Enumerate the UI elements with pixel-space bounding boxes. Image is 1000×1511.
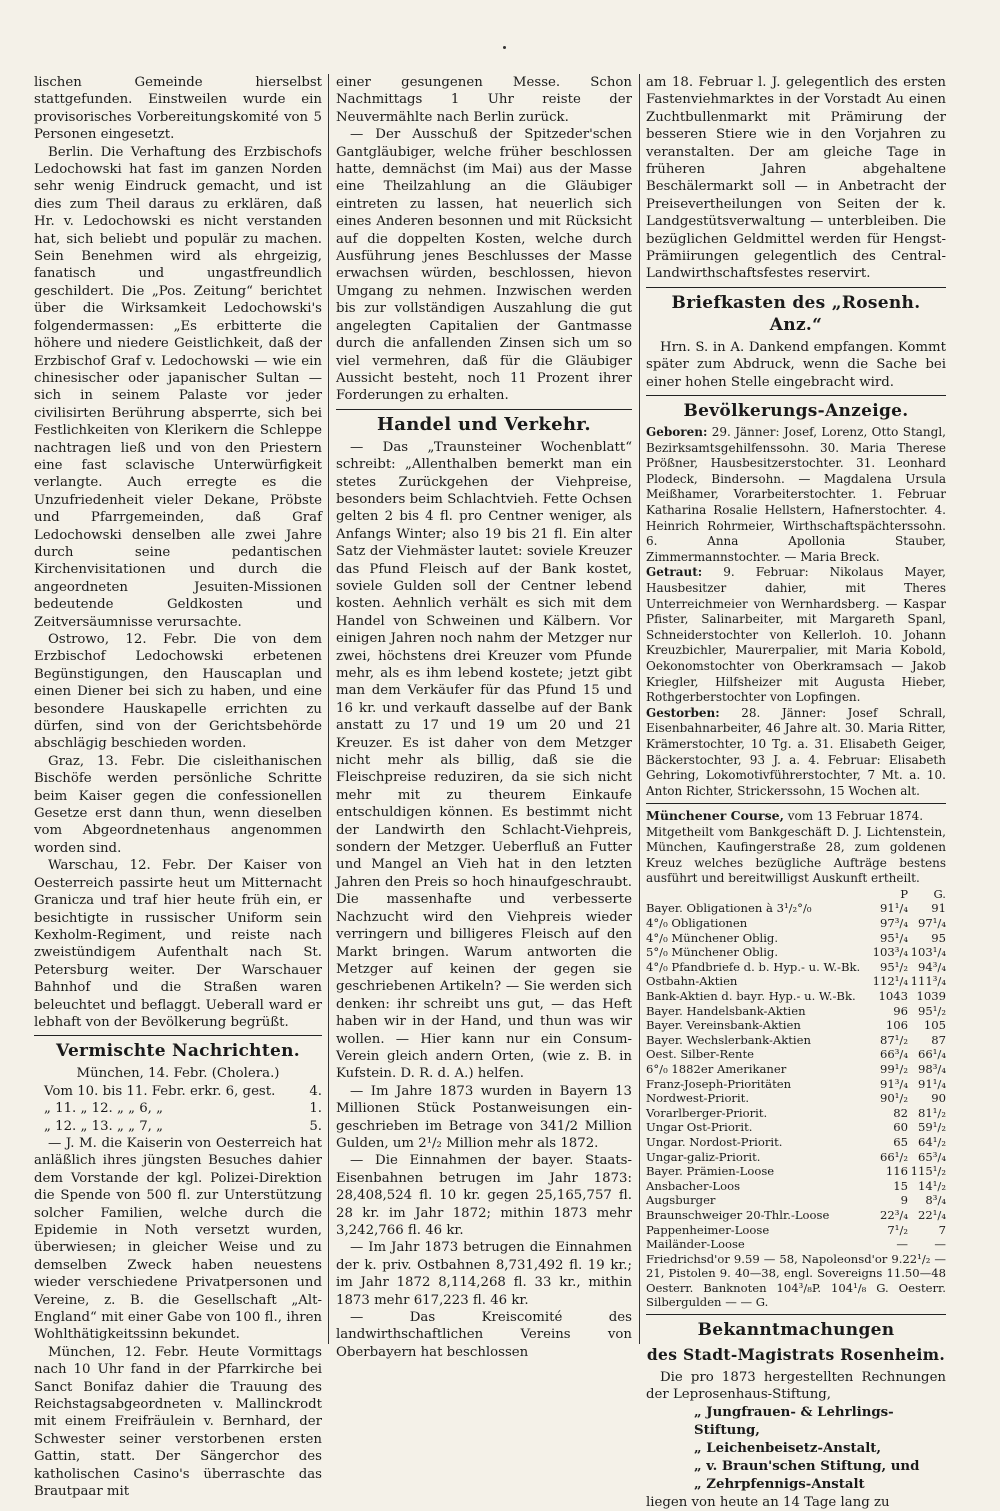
stock-row: [646, 931, 946, 946]
stock-row: [646, 989, 946, 1004]
stock-geld-price: 8³/₄: [925, 1193, 946, 1208]
stock-geld-price: 81¹/₂: [918, 1105, 946, 1120]
births-text: 29. Jänner: Josef, Lorenz, Otto Stangl, Bezirksamtsgehilfenssohn. 30. Maria Therese Prößner, Hausbesitzerstochter. 31. Leonhard Plodeck, Bindersohn. — Magdalena Ursula Meißhamer, Vorarbeiterstochter. 1. Februar Katharina Rosalie Hellstern, Hafnerstochter. 4. Heinrich Rohrmeier, Wirthschaftspächterssohn. 6. Anna Apollonia Stauber, Zimmermannstochter. — Maria Breck.: [646, 425, 946, 564]
stock-name: Bayer. Vereinsbank-Aktien: [646, 1018, 801, 1033]
stock-geld-price: 111³/₄: [910, 974, 946, 989]
stock-name: Ungar-galiz-Priorit.: [646, 1149, 761, 1164]
stock-name: Bayer. Handelsbank-Aktien: [646, 1003, 806, 1018]
stock-geld-price: 59¹/₂: [918, 1120, 946, 1135]
stock-paper-price: 60: [893, 1120, 908, 1135]
stock-paper-price: 22³/₄: [880, 1207, 908, 1222]
briefkasten-note: Hrn. S. in A. Dankend empfangen. Kommt später zum Abdruck, wenn die Sache bei einer hohen Stelle eingebracht wird.: [646, 339, 946, 390]
stock-paper-price: 116: [885, 1164, 908, 1179]
stock-col-geld: G.: [933, 886, 946, 901]
stock-paper-price: 99¹/₂: [880, 1061, 908, 1076]
stock-name: Ungar Ost-Priorit.: [646, 1120, 753, 1135]
stock-paper-price: 15: [893, 1178, 908, 1193]
deaths-text: 28. Jänner: Josef Schrall, Eisenbahnarbeiter, 46 Jahre alt. 30. Maria Ritter, Krämerstochter, 10 Tg. a. 31. Elisabeth Geiger, Bäckerstochter, 93 J. a. 4. Februar: Elisabeth Gehring, Lokomotivführerstochter, 7 Mt. a. 10. Anton Richter, Strickerssohn, 15 Wochen alt.: [646, 705, 946, 798]
stock-geld-price: 7: [938, 1222, 946, 1237]
cholera-row-label: „ 12. „ 13. „ „ 7, „: [44, 1118, 164, 1134]
stock-row: [646, 1018, 946, 1033]
article-messe: einer gesungenen Messe. Schon Nachmittags 1 Uhr reiste der Neuvermählte nach Berlin zurück.: [336, 75, 632, 125]
stock-paper-price: 95¹/₄: [880, 930, 908, 945]
heading-bekanntmachungen: Bekanntmachungen: [697, 1320, 895, 1341]
cholera-row: [34, 1083, 322, 1100]
stock-geld-price: 97¹/₄: [918, 916, 946, 931]
stock-name: Ostbahn-Aktien: [646, 974, 738, 989]
stock-row: [646, 1120, 946, 1135]
stock-row: [646, 1179, 946, 1194]
stock-geld-price: 66¹/₄: [918, 1047, 946, 1062]
article-kaiserin: — J. M. die Kaiserin von Oesterreich hat anläßlich ihres jüngsten Besuches dahier dem Vorstande der kgl. Polizei-Direktion die Spende von 500 fl. zur Unterstützung solcher Familien, welche durch die Epidemie in Noth versetzt wurden, überwiesen; in gleicher Weise und zu demselben Zweck haben neuestens wieder verschiedene Privatpersonen und Vereine, z. B. die Gesellschaft „Alt-England“ mit einer Gabe von 100 fl., ihren Wohlthätigkeitssinn bekundet.: [34, 1135, 322, 1343]
stock-name: 5°/₀ Münchener Oblig.: [646, 945, 779, 960]
announcement-item: „ Leichenbeisetz-Anstalt,: [694, 1440, 882, 1456]
cholera-row: [34, 1118, 322, 1135]
article-graz: Graz, 13. Febr. Die cisleithanischen Bischöfe werden persönliche Schritte beim Kaiser gegen die confessionellen Gesetze erst dann thun, wenn dieselben vom Abgeordnetenhaus angenommen worden sind.: [34, 753, 322, 856]
column-2: [336, 74, 632, 1374]
heading-briefkasten: Briefkasten des „Rosenh. Anz.“: [671, 292, 921, 335]
stock-name: 4°/₀ Obligationen: [646, 916, 748, 931]
stock-row: [646, 1193, 946, 1208]
article-staatseisenbahnen: — Die Einnahmen der bayer. Staats-Eisenbahnen betrugen im Jahr 1873: 28,408,524 fl. 10 kr. gegen 25,165,757 fl. 28 kr. im Jahr 1872; mithin 1873 mehr 3,242,766 fl. 46 kr.: [336, 1153, 632, 1238]
stock-row: [646, 1237, 946, 1252]
stock-intro: Mitgetheilt vom Bankgeschäft D. J. Lichtenstein, München, Kaufingerstraße 28, zum goldenen Kreuz welches bezügliche Aufträge bestens ausführt und bereitwilligst Auskunft ertheilt.: [646, 824, 946, 886]
stock-name: Bayer. Prämien-Loose: [646, 1164, 775, 1179]
stock-geld-price: 87: [931, 1032, 946, 1047]
stock-title: Münchener Course,: [646, 808, 784, 824]
stock-row: [646, 960, 946, 975]
stock-paper-price: 65: [893, 1134, 908, 1149]
births-label: Geboren:: [646, 425, 708, 440]
stock-geld-price: 95: [931, 930, 946, 945]
stock-paper-price: 91³/₄: [880, 1076, 908, 1091]
stock-paper-price: 112¹/₄: [872, 974, 908, 989]
cholera-report: [34, 1065, 322, 1135]
stock-row: [646, 1033, 946, 1048]
cholera-title: München, 14. Febr. (Cholera.): [76, 1066, 280, 1082]
stock-row: [646, 1004, 946, 1019]
stock-row: [646, 1223, 946, 1238]
stock-date: vom 13 Februar 1874.: [787, 809, 924, 824]
stock-name: Bayer. Wechslerbank-Aktien: [646, 1032, 811, 1047]
stock-name: Bank-Aktien d. bayr. Hyp.- u. W.-Bk.: [646, 989, 856, 1003]
section-rule: [646, 395, 946, 396]
stock-name: Augsburger: [646, 1193, 716, 1208]
stock-paper-price: 103³/₄: [872, 945, 908, 960]
stock-name: Ansbacher-Loos: [646, 1178, 741, 1193]
cholera-row: [34, 1100, 322, 1117]
stock-row: [646, 974, 946, 989]
article-postanweisungen: — Im Jahre 1873 wurden in Bayern 13 Millionen Stück Postanweisungen ein- geschrieben im Betrage von 341/2 Million Gulden, um 2¹/₂ Million mehr als 1872.: [336, 1083, 632, 1151]
stock-row: [646, 916, 946, 931]
stock-paper-price: 95¹/₂: [880, 959, 908, 974]
section-rule: [34, 1035, 322, 1036]
heading-stadt-magistrat: des Stadt-Magistrats Rosenheim.: [646, 1345, 946, 1365]
stock-name: Braunschweiger 20-Thlr.-Loose: [646, 1207, 830, 1222]
stock-paper-price: 96: [893, 1003, 908, 1018]
stock-row: [646, 1047, 946, 1062]
stock-geld-price: 91: [931, 901, 946, 916]
stock-name: Nordwest-Priorit.: [646, 1091, 750, 1106]
stock-row: [646, 1077, 946, 1092]
section-rule: [646, 1314, 946, 1315]
section-rule: [646, 287, 946, 288]
stock-geld-price: 22¹/₄: [918, 1207, 946, 1222]
stock-geld-price: 90: [931, 1091, 946, 1106]
cholera-row-deaths: 5.: [309, 1118, 322, 1134]
cholera-row-label: „ 11. „ 12. „ „ 6, „: [44, 1101, 164, 1117]
announcement-item: „ v. Braun'schen Stiftung, und: [694, 1458, 920, 1474]
deaths-list: [646, 706, 946, 800]
stock-name: Bayer. Obligationen à 3¹/₂°/₀: [646, 901, 812, 916]
cholera-row-label: Vom 10. bis 11. Febr. erkr. 6, gest.: [44, 1083, 276, 1099]
article-gemeinde: lischen Gemeinde hierselbst stattgefunden. Einstweilen wurde ein provisorisches Vorbereitungskomité von 5 Personen eingesetzt.: [34, 75, 322, 143]
stock-geld-price: 64¹/₂: [918, 1134, 946, 1149]
stock-name: Mailänder-Loose: [646, 1237, 745, 1252]
column-divider-2: [639, 74, 640, 1344]
stock-geld-price: 65³/₄: [918, 1149, 946, 1164]
marriages-text: 9. Februar: Nikolaus Mayer, Hausbesitzer dahier, mit Theres Unterreichmeier von Wernhardsberg. — Kaspar Pfister, Salinarbeiter, mit Margareth Spanl, Schneiderstochter von Kellerloh. 10. Johann Kreuzbichler, Maurerpalier, mit Maria Kobold, Oekonomstochter von Oberkramsach — Jakob Kriegler, Hilfsheizer mit Augusta Hieber, Rothgerberstochter von Lopfingen.: [646, 565, 946, 705]
article-ostbahnen: — Im Jahr 1873 betrugen die Einnahmen der k. priv. Ostbahnen 8,731,492 fl. 19 kr.; im Jahr 1872 8,114,268 fl. 33 kr., mithin 1873 mehr 617,223 fl. 46 kr.: [336, 1240, 632, 1308]
article-spitzeder: — Der Ausschuß der Spitzeder'schen Gantgläubiger, welche früher beschlossen hatte, demnächst (im Mai) aus der Masse eine Theilzahlung an die Gläubiger eintreten zu lassen, hat neuerlich sich eines Anderen besonnen und mit Rücksicht auf die doppelten Kosten, welche durch Ausführung jenes Beschlusses der Masse erwachsen würden, beschlossen, hievon Umgang zu nehmen. Inzwischen werden bis zur vollständigen Auszahlung die gut angelegten Capitalien der Gantmasse durch die anfallenden Zinsen sich um so viel vermehren, daß für die Gläubiger Aussicht besteht, noch 11 Prozent ihrer Forderungen zu erhalten.: [336, 127, 632, 404]
stock-paper-price: 90¹/₂: [880, 1091, 908, 1106]
stock-geld-price: 94³/₄: [918, 959, 946, 974]
stock-row: [646, 1164, 946, 1179]
stock-geld-price: 103¹/₄: [910, 945, 946, 960]
stock-row: [646, 1091, 946, 1106]
heading-handel-und-verkehr: Handel und Verkehr.: [377, 413, 591, 435]
stock-row: [646, 1150, 946, 1165]
article-warschau: Warschau, 12. Febr. Der Kaiser von Oesterreich passirte heut um Mitternacht Granicza und traf hier heute früh ein, er besichtigte in russischer Uniform sein Kexholm-Regiment, und reiste nach zweistündigem Aufenthalt nach St. Petersburg weiter. Der Warschauer Bahnhof und die Straßen waren beleuchtet und beflaggt. Ueberall ward er lebhaft von der Bevölkerung begrüßt.: [34, 858, 322, 1030]
stock-geld-price: 105: [923, 1018, 946, 1033]
announcement-intro: Die pro 1873 hergestellten Rechnungen der Leprosenhaus-Stiftung,: [646, 1370, 946, 1403]
stock-row: [646, 945, 946, 960]
cholera-row-deaths: 4.: [309, 1083, 322, 1099]
stock-row: [646, 1106, 946, 1121]
article-ostrowo: Ostrowo, 12. Febr. Die von dem Erzbischof Ledochowski erbetenen Begünstigungen, den Hauscaplan und einen Diener bei sich zu haben, und eine besondere Hauskapelle errichten zu dürfen, sind von der Gerichtsbehörde abschlägig beschieden worden.: [34, 632, 322, 752]
stock-row: [646, 901, 946, 916]
stock-geld-price: 1039: [916, 989, 946, 1003]
stock-paper-price: 91¹/₄: [880, 901, 908, 916]
stock-paper-price: 1043: [878, 989, 908, 1003]
announcement-item: „ Zehrpfennigs-Anstalt: [694, 1476, 865, 1492]
cholera-row-deaths: 1.: [309, 1101, 322, 1117]
article-trauung: München, 12. Febr. Heute Vormittags nach 10 Uhr fand in der Pfarrkirche bei Sanct Bonifaz dahier die Trauung des Reichstagsabgeordneten v. Mallinckrodt mit einem Freifräulein v. Bernhard, der Schwester seiner verstorbenen ersten Gattin, statt. Der Sängerchor des katholischen Casino's überraschte das Brautpaar mit: [34, 1344, 322, 1500]
stock-paper-price: 82: [893, 1105, 908, 1120]
stock-name: 4°/₀ Pfandbriefe d. b. Hyp.- u. W.-Bk.: [646, 959, 861, 974]
article-kreiscomite: — Das Kreiscomité des landwirthschaftlichen Vereins von Oberbayern hat beschlossen: [336, 1310, 632, 1360]
announcement-item: „ Jungfrauen- & Lehrlings-Stiftung,: [694, 1404, 894, 1438]
stock-name: 4°/₀ Münchener Oblig.: [646, 930, 779, 945]
deaths-label: Gestorben:: [646, 705, 720, 720]
stock-name: Pappenheimer-Loose: [646, 1222, 770, 1237]
stock-name: Ungar. Nordost-Priorit.: [646, 1134, 783, 1149]
stock-geld-price: 95¹/₂: [918, 1003, 946, 1018]
stock-row: [646, 1062, 946, 1077]
article-fastenviehmarkt: am 18. Februar l. J. gelegentlich des ersten Fastenviehmarktes in der Vorstadt Au einen Zuchtbullenmarkt mit Prämirung der besseren Stiere wie in den Vorjahren zu veranstalten. Der am gleiche Tage in früheren Jahren abgehaltene Beschälermarkt soll — in Anbetracht der Preisevertheilungen von Seiten der k. Landgestütsverwaltung — unterbleiben. Die bezüglichen Geldmittel werden für Hengst-Prämiirungen gelegentlich des Central-Landwirthschaftsfestes reservirt.: [646, 75, 946, 282]
stock-paper-price: 7¹/₂: [887, 1222, 908, 1237]
stock-name: Vorarlberger-Priorit.: [646, 1105, 768, 1120]
stock-name: Oest. Silber-Rente: [646, 1047, 755, 1062]
stock-paper-price: —: [896, 1237, 908, 1252]
stock-row: [646, 1208, 946, 1223]
stock-geld-price: —: [934, 1237, 946, 1252]
section-rule: [646, 803, 946, 804]
column-1: [34, 74, 322, 1500]
stock-header: [646, 808, 946, 825]
stock-paper-price: 66³/₄: [880, 1047, 908, 1062]
stock-geld-price: 91¹/₄: [918, 1076, 946, 1091]
stock-paper-price: 87¹/₂: [880, 1032, 908, 1047]
article-viehpreise: — Das „Traunsteiner Wochenblatt“ schreibt: „Allenthalben bemerkt man ein stetes Zurückgehen der Viehpreise, besonders beim Schlachtvieh. Fette Ochsen gelten 2 bis 4 fl. pro Centner weniger, als Anfangs Winter; also 19 bis 21 fl. Ein alter Satz der Viehmäster lautet: soviele Kreuzer das Pfund Fleisch auf der Bank kostet, soviele Gulden soll der Centner lebend kosten. Aehnlich verhält es sich mit dem Handel von Schweinen und Kälbern. Vor einigen Jahren noch nahm der Metzger nur zwei, höchstens drei Kreuzer vom Pfunde mehr, als es ihm lebend kostete; jetzt gibt man dem Verkäufer für das Pfund 15 und 16 kr. und verkauft dasselbe auf der Bank anstatt zu 17 und 19 um 20 und 21 Kreuzer. Es ist daher von dem Metzger nicht mehr als billig, daß sie die Fleischpreise reduziren, da sie sich nicht mehr mit zu theurem Einkaufe entschuldigen können. Es bestimmt nicht der Landwirth den Schlacht-Viehpreis, sondern der Metzger. Ueberfluß an Futter und Mangel an Vieh hat in den letzten Jahren den Preis so hoch hinaufgeschraubt. Die massenhafte und verbesserte Nachzucht wird den Viehpreis wieder verringern und billigeres Fleisch auf den Markt bringen. Warum antworten die Metzger auf keinen der gegen sie geschriebenen Artikeln? — Sie werden sich denken: ihr schreibt uns gut, — das Heft haben wir in der Hand, und thun was wir wollen. — Hier kann nur ein Consum-Verein gleich andern Orten, (wie z. B. in Kufstein. D. R. d. A.) helfen.: [336, 439, 632, 1082]
stock-geld-price: 14¹/₂: [918, 1178, 946, 1193]
stock-row: [646, 1135, 946, 1150]
stock-table: [646, 887, 946, 1252]
column-divider-1: [328, 74, 329, 1344]
stock-name: 6°/₀ 1882er Amerikaner: [646, 1061, 787, 1076]
stock-col-paper: P: [900, 886, 908, 901]
stock-paper-price: 9: [900, 1193, 908, 1208]
heading-bevoelkerungs-anzeige: Bevölkerungs-Anzeige.: [683, 401, 909, 422]
stock-name: Franz-Joseph-Prioritäten: [646, 1076, 792, 1091]
stock-table-header: [646, 887, 946, 902]
heading-vermischte-nachrichten: Vermischte Nachrichten.: [56, 1041, 300, 1062]
print-speck: [503, 46, 506, 49]
stock-paper-price: 66¹/₂: [880, 1149, 908, 1164]
article-berlin: Berlin. Die Verhaftung des Erzbischofs Ledochowski hat fast im ganzen Norden sehr wenig Eindruck gemacht, und ist dies zum Theil daraus zu erklären, daß Hr. v. Ledochowski es nicht verstanden hat, sich beliebt und populär zu machen. Sein Benehmen wird als ehrgeizig, fanatisch und ungastfreundlich geschildert. Die „Pos. Zeitung“ berichtet über die Wirksamkeit Ledochowski's folgendermassen: „Es erbitterte die höhere und niedere Geistlichkeit, daß der Erzbischof Graf v. Ledochowski — wie ein chinesischer oder japanischer Sultan — sich in seinem Palaste vor jeder civilisirten Berührung absperrte, sich bei Festlichkeiten von Klerikern die Schleppe nachtragen ließ und von den Priestern eine fast sclavische Unterwürfigkeit verlangte. Auch erregte es die Unzufriedenheit vieler Dekane, Pröbste und Pfarrgemeinden, daß Graf Ledochowski denselben alle zwei Jahre durch seine pedantischen Kirchenvisitationen und durch die angeordneten Jesuiten-Missionen bedeutende Geldkosten und Zeitversäumnisse verursachte.: [34, 144, 322, 630]
stock-paper-price: 106: [885, 1018, 908, 1033]
stock-geld-price: 98³/₄: [918, 1061, 946, 1076]
marriages-label: Getraut:: [646, 565, 703, 580]
births-list: [646, 425, 946, 565]
stock-paper-price: 97³/₄: [880, 916, 908, 931]
marriages-list: [646, 565, 946, 705]
column-3: [646, 74, 946, 1510]
stock-geld-price: 115¹/₂: [910, 1164, 946, 1179]
section-rule: [336, 409, 632, 410]
stock-currency-note: Friedrichsd'or 9.59 — 58, Napoleonsd'or 9.22¹/₂ —21, Pistolen 9. 40—38, engl. Sovereigns 11.50—48 Oesterr. Banknoten 104³/₈P. 104¹/₈ G. Oesterr. Silbergulden — — G.: [646, 1251, 946, 1310]
announcement-end: liegen von heute an 14 Tage lang zu: [646, 1494, 890, 1510]
